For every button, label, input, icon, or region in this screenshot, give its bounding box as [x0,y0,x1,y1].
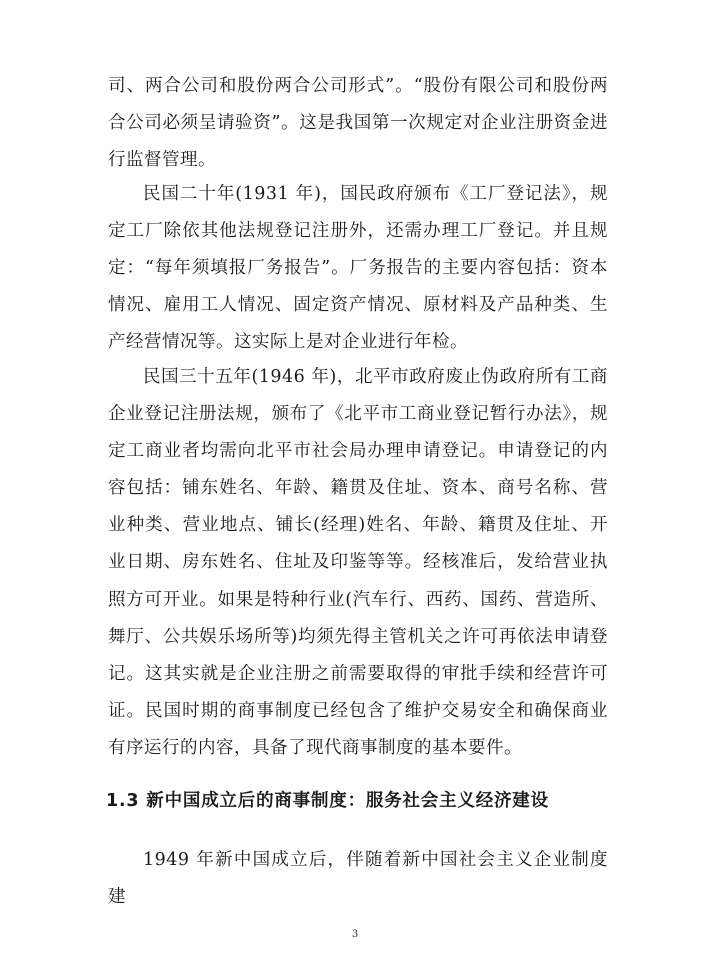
paragraph-text: 司、两合公司和股份两合公司形式”。“股份有限公司和股份两合公司必须呈请验资”。这是我国第一次规定对企业注册资金进行监督管理。 [108,76,608,171]
paragraph-1931 [108,176,608,361]
section-heading: 1.3 新中国成立后的商事制度：服务社会主义经济建设 [106,791,549,811]
paragraph-text: 民国二十年(1931 年)，国民政府颁布《工厂登记法》，规定工厂除依其他法规登记注册外，还需办理工厂登记。并且规定：“每年须填报厂务报告”。厂务报告的主要内容包括：资本情况、雇用工人情况、固定资产情况、原材料及产品种类、生产经营情况等。这实际上是对企业进行年检。 [108,184,608,353]
paragraph-text: 1949 年新中国成立后，伴随着新中国社会主义企业制度建 [108,850,608,908]
paragraph-continued [108,68,608,179]
page-number: 3 [351,929,359,940]
paragraph-text: 民国三十五年(1946 年)，北平市政府废止伪政府所有工商企业登记注册法规，颁布了《北平市工商业登记暂行办法》，规定工商业者均需向北平市社会局办理申请登记。申请登记的内容包括：铺东姓名、年龄、籍贯及住址、资本、商号名称、营业种类、营业地点、铺长(经理)姓名、年龄、籍贯及住址、开业日期、房东姓名、住址及印鉴等等。经核准后，发给营业执照方可开业。如果是特种行业(汽车行、西药、国药、营造所、舞厅、公共娱乐场所等)均须先得主管机关之许可再依法申请登记。这其实就是企业注册之前需要取得的审批手续和经营许可证。民国时期的商事制度已经包含了维护交易安全和确保商业有序运行的内容，具备了现代商事制度的基本要件。 [108,367,608,758]
paragraph-1946 [108,359,608,767]
paragraph-1949 [108,842,608,916]
